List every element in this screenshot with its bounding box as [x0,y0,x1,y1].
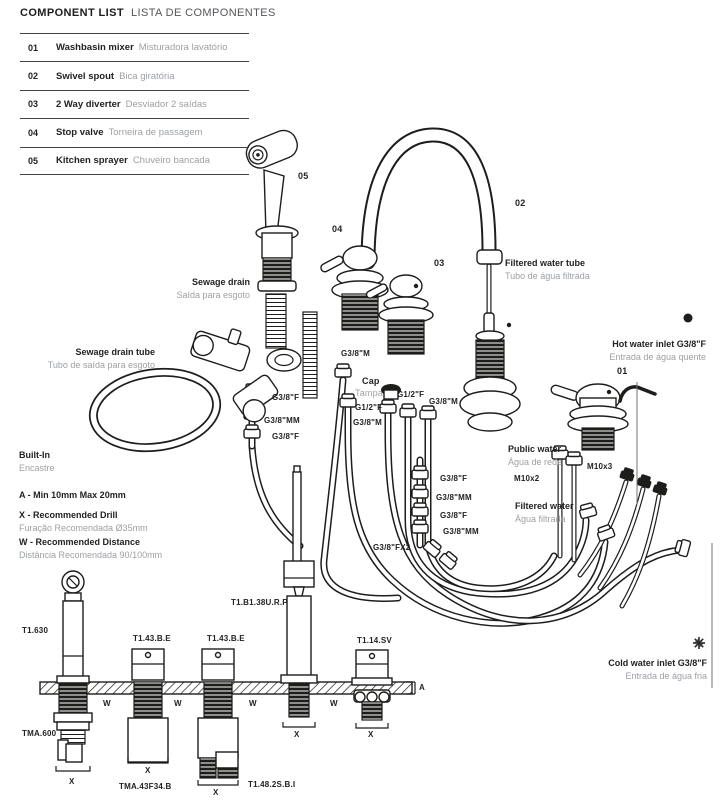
code-t1630: T1.630 [22,626,49,635]
table-row: 03 2 Way diverter Desviador 2 saídas [20,90,249,118]
dim-x-4: X [294,730,300,739]
label-built-in: Built-In Encastre [19,450,55,473]
callout-01: 01 [617,366,628,376]
fitting-g12f-right: G1/2"F [397,390,425,399]
table-row: 04 Stop valve Torneira de passagem [20,118,249,146]
marker-dot [607,390,611,394]
dim-x-3: X [213,788,219,797]
table-row: 05 Kitchen sprayer Chuveiro bancada [20,147,249,175]
cold-water-snowflake-icon [693,637,705,649]
title-en: COMPONENT LIST [20,7,124,19]
fitting-m10x2: M10x2 [514,474,540,483]
threaded-rod [303,312,317,398]
fitting-g12f-left: G1/2"F [355,403,383,412]
label-sewage-drain-tube: Sewage drain tube Tubo de saída para esgoto [47,347,155,370]
fitting-g38f-m3: G3/8"F [440,511,468,520]
fitting-cap-en: Cap [362,376,380,386]
kitchen-sprayer-drawing [243,127,302,234]
cartridge-drawing [460,313,520,431]
fitting-g38f-m1: G3/8"F [440,474,468,483]
fitting-g38m-top: G3/8"M [341,349,371,358]
fitting-g38f-l3: G3/8"F [272,432,300,441]
dim-a: A [419,683,425,692]
hot-water-inlet-valve-drawing [550,384,628,450]
title-pt: LISTA DE COMPONENTES [131,7,276,19]
fitting-g38mm-m2: G3/8"MM [436,493,472,502]
label-filtered-water: Filtered water Água filtrada [515,501,574,524]
callout-05: 05 [298,171,309,181]
table-row: 01 Washbasin mixer Misturadora lavatório [20,33,249,61]
note-a: A - Min 10mm Max 20mm [19,490,126,500]
label-filtered-water-tube: Filtered water tube Tubo de água filtrada [505,258,590,281]
note-x: X - Recommended Drill Furação Recomendada Ø35mm [19,510,148,533]
note-w: W - Recommended Distance Distância Recomendada 90/100mm [19,537,163,560]
fitting-g38mm-l2: G3/8"MM [264,416,300,425]
corrugated-hose [266,294,286,348]
code-t1b138urp: T1.B1.38U.R.P [231,598,288,607]
dim-x-5: X [368,730,374,739]
dim-x-1: X [69,777,75,786]
sewage-drain-drawing [256,226,301,371]
label-cold-water-inlet: Cold water inlet G3/8"F Entrada de água fria [608,658,707,681]
dim-w-4: W [330,699,338,708]
hot-water-dot-icon [684,314,693,323]
code-tma43f34b: TMA.43F34.B [119,782,172,791]
label-sewage-drain: Sewage drain Saída para esgoto [176,277,250,300]
marker-dot [414,284,418,288]
fixture-t143be-2 [198,649,238,785]
callout-03: 03 [434,258,445,268]
fitting-g38f-l1: G3/8"F [272,393,300,402]
label-public-water: Public water Água de rede [508,444,563,467]
code-t114sv: T1.14.SV [357,636,392,645]
dim-w-1: W [103,699,111,708]
fixture-t143be-1 [128,649,168,763]
component-list-table [20,33,249,175]
dim-x-2: X [145,766,151,775]
code-t1482sbi: T1.48.2S.B.I [248,780,296,789]
table-row: 02 Swivel spout Bica giratória [20,61,249,89]
label-hot-water-inlet: Hot water inlet G3/8"F Entrada de água quente [609,339,706,362]
fitting-g38mm-m4: G3/8"MM [443,527,479,536]
dim-w-2: W [174,699,182,708]
marker-dot [507,323,511,327]
code-t143be-1: T1.43.B.E [133,634,171,643]
fitting-m10x3: M10x3 [587,462,613,471]
fitting-g38m-right: G3/8"M [429,397,459,406]
code-tma600: TMA.600 [22,729,57,738]
fitting-cap-pt: Tampa [355,388,384,398]
dim-w-3: W [249,699,257,708]
fixture-t1630 [54,571,92,771]
fitting-g38m-left: G3/8"M [353,418,383,427]
callout-02: 02 [515,198,526,208]
code-t143be-2: T1.43.B.E [207,634,245,643]
fitting-g38fx2: G3/8"FX2 [373,543,411,552]
page-title [20,7,276,19]
callout-04: 04 [332,224,343,234]
